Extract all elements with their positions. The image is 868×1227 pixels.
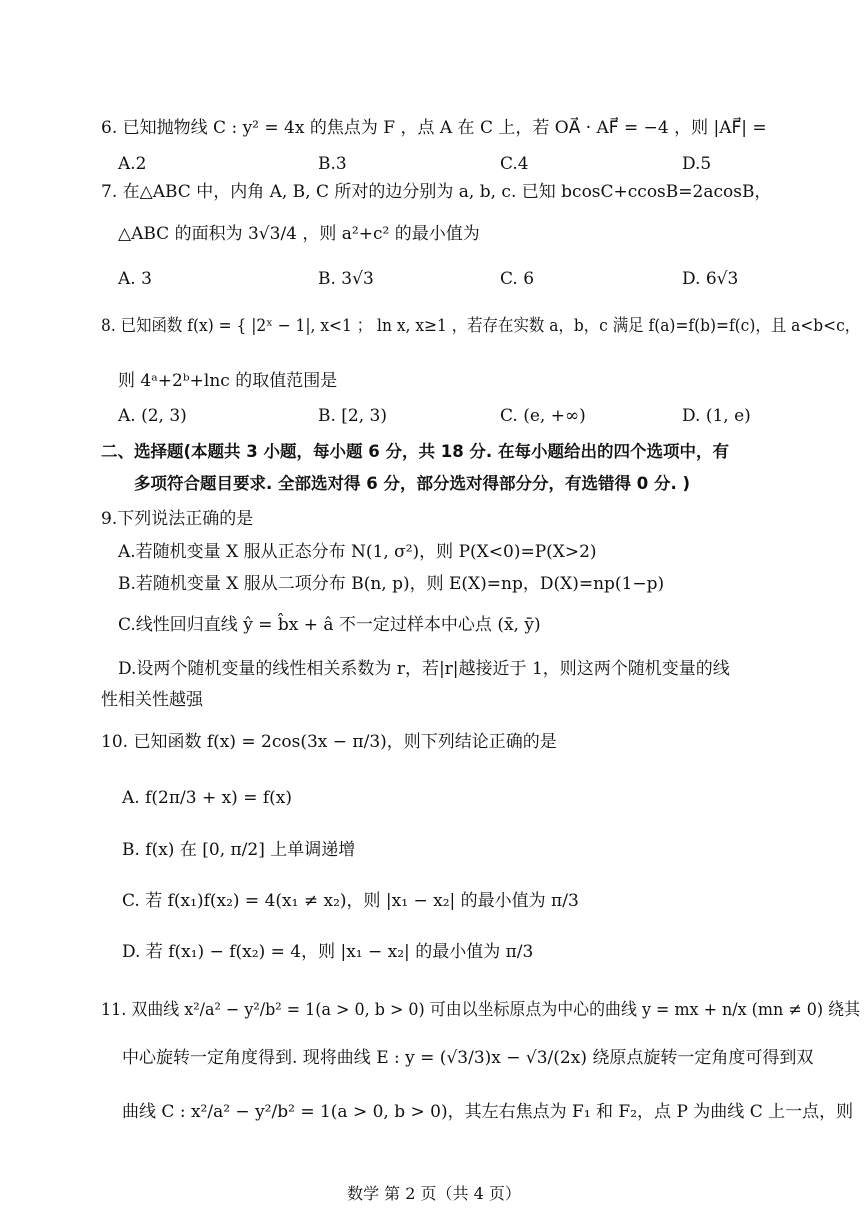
q8-option-c: C. (e, +∞) — [500, 406, 586, 426]
q6-option-d: D.5 — [682, 154, 712, 174]
section-2-heading-line-2: 多项符合题目要求. 全部选对得 6 分，部分选对得部分分，有选错得 0 分. ) — [134, 474, 691, 493]
q6-option-a: A.2 — [118, 154, 147, 174]
q10-option-d: D. 若 f(x₁) − f(x₂) = 4，则 |x₁ − x₂| 的最小值为 π/3 — [122, 942, 534, 962]
q7-option-c: C. 6 — [500, 269, 535, 289]
q9-option-a: A.若随机变量 X 服从正态分布 N(1, σ²)，则 P(X<0)=P(X>2) — [118, 542, 597, 562]
q9-stem: 9.下列说法正确的是 — [101, 509, 254, 529]
q7-option-b: B. 3√3 — [318, 269, 374, 289]
section-2-heading-line-1: 二、选择题(本题共 3 小题，每小题 6 分，共 18 分. 在每小题给出的四个选项中，有 — [101, 442, 729, 461]
q10-option-c: C. 若 f(x₁)f(x₂) = 4(x₁ ≠ x₂)，则 |x₁ − x₂| 的最小值为 π/3 — [122, 891, 579, 911]
q9-option-b: B.若随机变量 X 服从二项分布 B(n, p)，则 E(X)=np，D(X)=np(1−p) — [118, 574, 665, 594]
q7-option-a: A. 3 — [118, 269, 152, 289]
q6-option-b: B.3 — [318, 154, 347, 174]
q6-option-c: C.4 — [500, 154, 529, 174]
q9-option-d-line-2: 性相关性越强 — [101, 690, 203, 710]
q8-stem-line-2: 则 4ᵃ+2ᵇ+lnc 的取值范围是 — [118, 371, 338, 391]
q10-stem: 10. 已知函数 f(x) = 2cos(3x − π/3)，则下列结论正确的是 — [101, 732, 557, 752]
q7-stem-line-1: 7. 在△ABC 中，内角 A, B, C 所对的边分别为 a, b, c. 已知 bcosC+ccosB=2acosB， — [101, 182, 772, 202]
q6-stem: 6. 已知抛物线 C : y² = 4x 的焦点为 F ，点 A 在 C 上，若 OA⃗ · AF⃗ = −4 ，则 |AF⃗| = — [101, 118, 767, 138]
q10-option-b: B. f(x) 在 [0, π/2] 上单调递增 — [122, 840, 356, 860]
q9-option-c: C.线性回归直线 ŷ = b̂x + â 不一定过样本中心点 (x̄, ȳ) — [118, 615, 541, 635]
page-footer: 数学 第 2 页（共 4 页） — [347, 1184, 521, 1203]
q9-option-d-line-1: D.设两个随机变量的线性相关系数为 r，若|r|越接近于 1，则这两个随机变量的线 — [118, 659, 730, 679]
q7-stem-line-2: △ABC 的面积为 3√3/4 ，则 a²+c² 的最小值为 — [118, 224, 480, 244]
q8-stem-line-1: 8. 已知函数 f(x) = { |2ˣ − 1|, x<1 ； ln x, x≥1 ，若存在实数 a，b，c 满足 f(a)=f(b)=f(c)，且 a<b<c， — [101, 316, 861, 336]
q8-option-b: B. [2, 3) — [318, 406, 388, 426]
q11-line-1: 11. 双曲线 x²/a² − y²/b² = 1(a > 0, b > 0) 可由以坐标原点为中心的曲线 y = mx + n/x (mn ≠ 0) 绕其 — [101, 1000, 861, 1020]
q11-line-2: 中心旋转一定角度得到. 现将曲线 E : y = (√3/3)x − √3/(2x) 绕原点旋转一定角度可得到双 — [122, 1048, 814, 1068]
q11-line-3: 曲线 C : x²/a² − y²/b² = 1(a > 0, b > 0)，其左右焦点为 F₁ 和 F₂，点 P 为曲线 C 上一点，则 — [122, 1102, 854, 1122]
q8-option-d: D. (1, e) — [682, 406, 751, 426]
q8-option-a: A. (2, 3) — [118, 406, 187, 426]
q7-option-d: D. 6√3 — [682, 269, 739, 289]
q10-option-a: A. f(2π/3 + x) = f(x) — [122, 788, 293, 808]
